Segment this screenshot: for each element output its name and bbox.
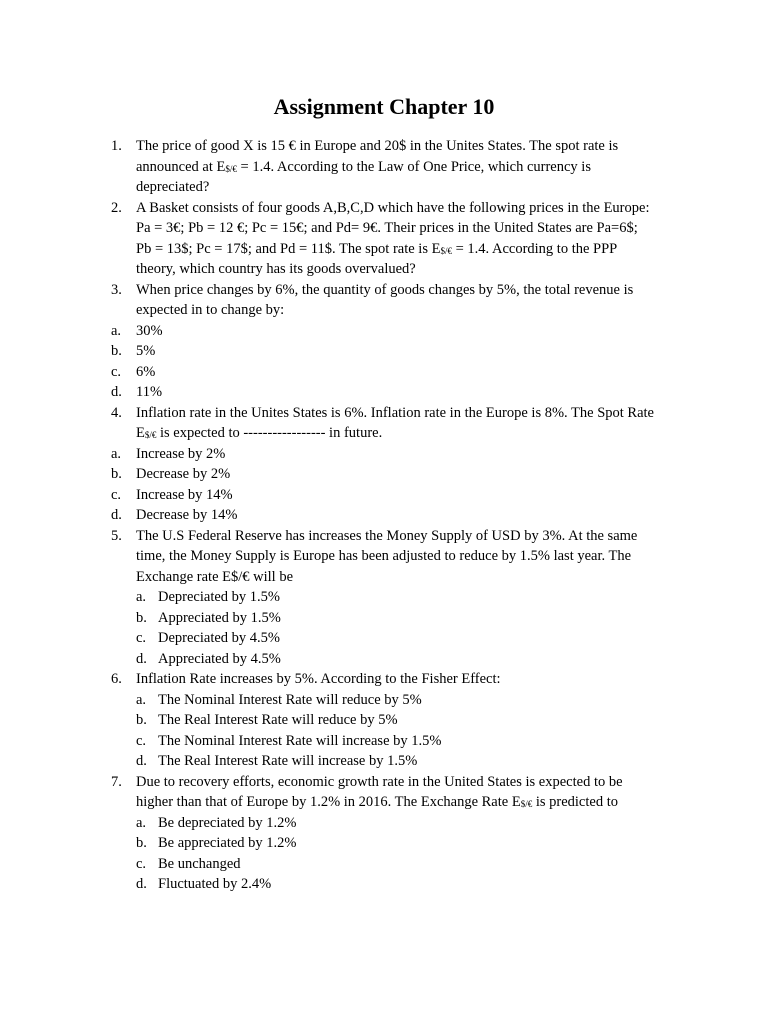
answer-option: a. 30%	[111, 322, 163, 339]
answer-option: d. Fluctuated by 2.4%	[136, 876, 272, 892]
answer-option: b. Decrease by 2%	[111, 466, 231, 482]
question-text: A Basket consists of four goods A,B,C,D which have the following prices in the Europe:	[136, 199, 650, 216]
question-text-line: expected in to change by:	[136, 302, 285, 318]
question-text-line: Pa = 3€; Pb = 12 €; Pc = 15€; and Pd= 9€. Their prices in the United States are Pa=6$;	[136, 220, 638, 236]
question-text-line: higher than that of Europe by 1.2% in 2016. The Exchange Rate $E_{\$/€}$ is predicted to	[136, 794, 618, 810]
answer-option: b. Appreciated by 1.5%	[136, 609, 281, 626]
question-7	[111, 772, 681, 895]
question-text: Inflation rate in the Unites States is 6%. Inflation rate in the Europe is 8%. The Spot Rate	[136, 404, 654, 421]
question-number: 2.	[111, 199, 122, 216]
question-text-line: $E_{\$/€}$ is expected to ----------------- in future.	[136, 425, 383, 441]
question-text-line: Exchange rate E$/€ will be	[136, 568, 294, 585]
question-number: 1.	[111, 138, 122, 154]
question-1	[111, 136, 681, 198]
question-text: Inflation Rate increases by 5%. According to the Fisher Effect:	[136, 671, 501, 687]
answer-option: c. 6%	[111, 363, 156, 380]
question-6	[111, 669, 681, 772]
answer-option: c. Depreciated by 4.5%	[136, 630, 280, 646]
question-text: Due to recovery efforts, economic growth rate in the United States is expected to be	[136, 773, 623, 790]
question-3	[111, 280, 681, 403]
answer-option: b. 5%	[111, 343, 156, 359]
question-text-line: Pb = 13$; Pc = 17$; and Pd = 11$. The spot rate is $E_{\$/€} = 1.4$. According to the PPP	[136, 240, 618, 257]
question-text-line: depreciated?	[136, 179, 210, 195]
question-5	[111, 526, 681, 670]
question-text-line: time, the Money Supply is Europe has been adjusted to reduce by 1.5% last year. The	[136, 548, 632, 564]
question-text-line: announced at $E_{\$/€} = 1.4$. According to the Law of One Price, which currency is	[136, 158, 591, 175]
question-2	[111, 198, 681, 280]
question-number: 7.	[111, 773, 122, 790]
answer-option: a. Increase by 2%	[111, 445, 226, 462]
answer-option: d. Appreciated by 4.5%	[136, 650, 281, 667]
answer-option: a. Be depreciated by 1.2%	[136, 814, 297, 831]
answer-option: c. The Nominal Interest Rate will increase by 1.5%	[136, 732, 442, 749]
question-text: When price changes by 6%, the quantity of goods changes by 5%, the total revenue is	[136, 281, 634, 298]
answer-option: b. The Real Interest Rate will reduce by 5%	[136, 712, 398, 728]
subscript: $/€	[440, 245, 452, 256]
question-text: The price of good X is 15 € in Europe and 20$ in the Unites States. The spot rate is	[136, 138, 619, 154]
page-title: Assignment Chapter 10	[273, 94, 495, 119]
question-4	[111, 403, 681, 526]
question-text: The U.S Federal Reserve has increases the Money Supply of USD by 3%. At the same	[136, 527, 638, 544]
subscript: $/€	[144, 430, 157, 440]
subscript: $/€	[225, 163, 237, 174]
answer-option: d. The Real Interest Rate will increase by 1.5%	[136, 753, 418, 769]
question-number: 3.	[111, 281, 122, 298]
answer-option: d. 11%	[111, 384, 163, 400]
subscript: $/€	[520, 799, 533, 809]
question-number: 6.	[111, 671, 122, 687]
answer-option: a. The Nominal Interest Rate will reduce by 5%	[136, 691, 422, 708]
answer-option: c. Be unchanged	[136, 855, 241, 872]
question-list	[111, 136, 681, 895]
question-text-line: theory, which country has its goods overvalued?	[136, 261, 416, 277]
answer-option: a. Depreciated by 1.5%	[136, 589, 280, 605]
question-number: 4.	[111, 404, 122, 421]
answer-option: d. Decrease by 14%	[111, 507, 238, 523]
question-number: 5.	[111, 527, 122, 544]
answer-option: c. Increase by 14%	[111, 486, 233, 503]
answer-option: b. Be appreciated by 1.2%	[136, 835, 297, 851]
